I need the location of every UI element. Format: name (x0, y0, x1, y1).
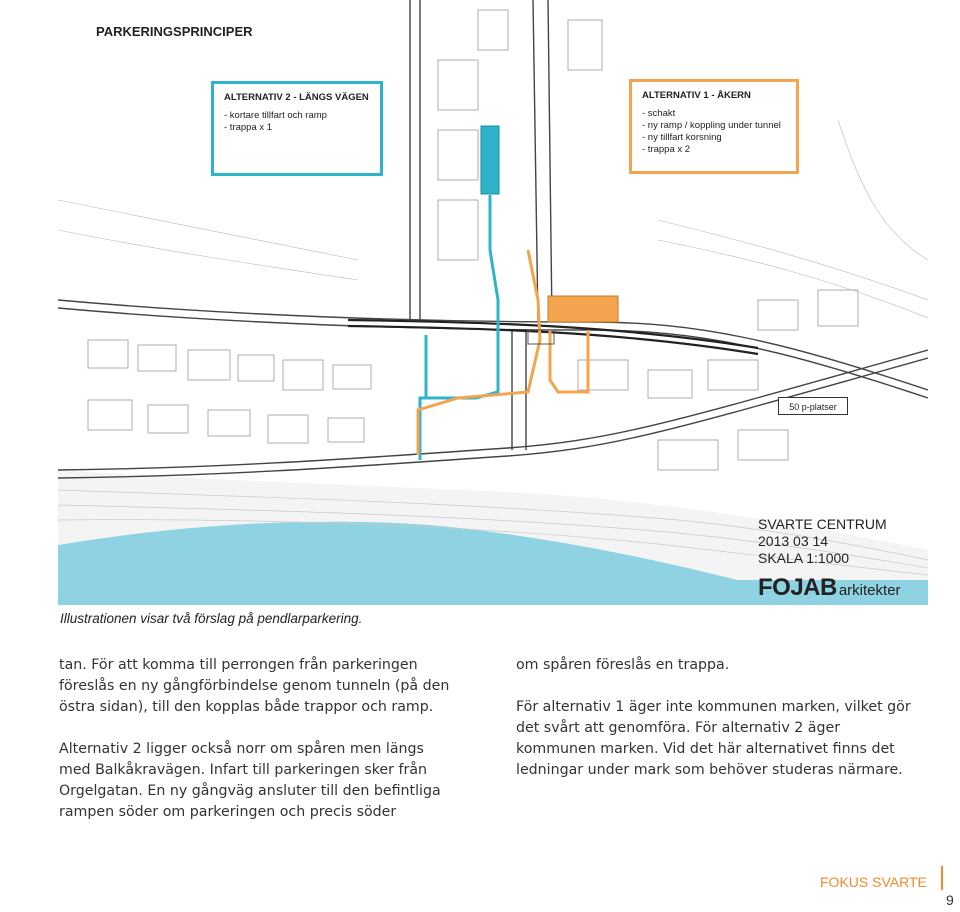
alt2-item: - trappa x 1 (224, 122, 273, 133)
project-date: 2013 03 14 (758, 533, 829, 549)
alt1-items (642, 108, 786, 156)
alt1-legend-box (629, 79, 799, 174)
alt1-parking-area (548, 296, 618, 322)
paragraph: tan. För att komma till perrongen från parkeringen föreslås en ny gångförbindelse genom tunneln (på den östra sidan), till den kopplas både trappor och ramp. (59, 657, 450, 715)
alt1-route (418, 250, 588, 455)
alt2-items (224, 110, 370, 134)
logo-main: FOJAB (758, 574, 837, 601)
parking-capacity-label: 50 p-platser (778, 397, 848, 415)
alt1-item: - schakt (642, 108, 676, 119)
paragraph: Alternativ 2 ligger också norr om spåren men längs med Balkåkravägen. Infart till parkeringen sker från Orgelgatan. En ny gångväg ansluter till den befintliga rampen söder om parkeringen och precis söder (59, 741, 441, 820)
alt1-item: - ny tillfart korsning (642, 132, 722, 143)
figure-caption: Illustrationen visar två förslag på pendlarparkering. (60, 611, 363, 626)
project-name: SVARTE CENTRUM (758, 516, 887, 532)
title-plate (758, 516, 901, 602)
alt2-heading: ALTERNATIV 2 - LÄNGS VÄGEN (224, 92, 369, 103)
alt1-item: - ny ramp / koppling under tunnel (642, 120, 781, 131)
architect-logo (758, 574, 901, 602)
alt2-legend-box (211, 81, 383, 176)
text-column-right (516, 655, 916, 802)
site-plan-map (58, 0, 928, 605)
footer-divider (941, 866, 943, 890)
map-title: PARKERINGSPRINCIPER (96, 24, 253, 39)
project-scale: SKALA 1:1000 (758, 550, 850, 566)
alt1-heading: ALTERNATIV 1 - ÅKERN (642, 90, 751, 101)
paragraph: För alternativ 1 äger inte kommunen marken, vilket gör det svårt att genomföra. För alternativ 2 äger kommunen marken. Vid det här alternativet finns det ledningar under mark som behöver studeras närmare. (516, 699, 911, 778)
text-column-left (59, 655, 459, 844)
alt2-item: - kortare tillfart och ramp (224, 110, 327, 121)
page-number: 9 (946, 892, 954, 908)
alt1-item: - trappa x 2 (642, 144, 691, 155)
alt2-parking-area (481, 126, 499, 194)
logo-sub: arkitekter (838, 582, 901, 599)
paragraph: om spåren föreslås en trappa. (516, 657, 730, 673)
footer-section: FOKUS SVARTE (820, 874, 927, 890)
